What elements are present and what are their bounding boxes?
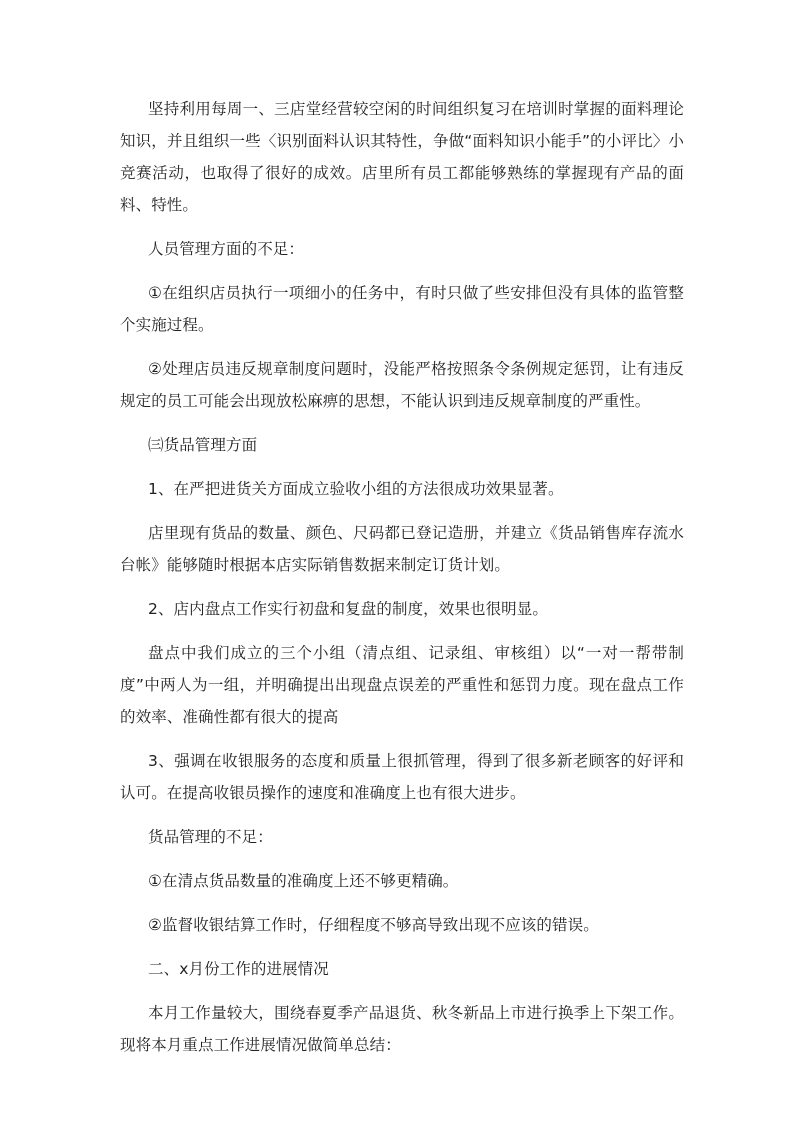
heading-goods-shortcomings: 货品管理的不足： [148,828,273,846]
heading-goods-management: ㈢货品管理方面 [148,436,258,454]
paragraph-goods-issue-1: ①在清点货品数量的准确度上还不够更精确。 [148,872,459,890]
paragraph-goods-ledger: 店里现有货品的数量、颜色、尺码都已登记造册，并建立《货品销售库存流水台帐》能够随时根据本店实际销售数据来制定订货计划。 [120,524,684,574]
paragraph-goods-issue-2: ②监督收银结算工作时，仔细程度不够高导致出现不应该的错误。 [148,916,599,934]
paragraph-goods-point-1: 1、在严把进货关方面成立验收小组的方法很成功效果显著。 [148,480,564,498]
paragraph-goods-point-2: 2、店内盘点工作实行初盘和复盘的制度，效果也很明显。 [148,600,548,618]
paragraph-monthly-summary: 本月工作量较大，围绕春夏季产品退货、秋冬新品上市进行换季上下架工作。现将本月重点工作进展情况做简单总结： [120,1004,684,1054]
paragraph-fabric-training: 坚持利用每周一、三店堂经营较空闲的时间组织复习在培训时掌握的面料理论知识，并且组织一些〈识别面料认识其特性，争做“面料知识小能手”的小评比〉小竞赛活动，也取得了很好的成效。店里所有员工都能够熟练的掌握现有产品的面料、特性。 [120,100,684,214]
heading-monthly-progress: 二、x月份工作的进展情况 [148,960,329,978]
heading-staff-shortcomings: 人员管理方面的不足： [148,240,305,258]
paragraph-inventory-groups: 盘点中我们成立的三个小组（清点组、记录组、审核组）以“一对一帮带制度”中两人为一组，并明确提出出现盘点误差的严重性和惩罚力度。现在盘点工作的效率、准确性都有很大的提高 [120,644,684,726]
paragraph-staff-issue-2: ②处理店员违反规章制度问题时，没能严格按照条令条例规定惩罚，让有违反规定的员工可能会出现放松麻痹的思想，不能认识到违反规章制度的严重性。 [120,360,684,410]
paragraph-goods-point-3: 3、强调在收银服务的态度和质量上很抓管理，得到了很多新老顾客的好评和认可。在提高收银员操作的速度和准确度上也有很大进步。 [120,752,684,802]
paragraph-staff-issue-1: ①在组织店员执行一项细小的任务中，有时只做了些安排但没有具体的监管整个实施过程。 [120,284,684,334]
